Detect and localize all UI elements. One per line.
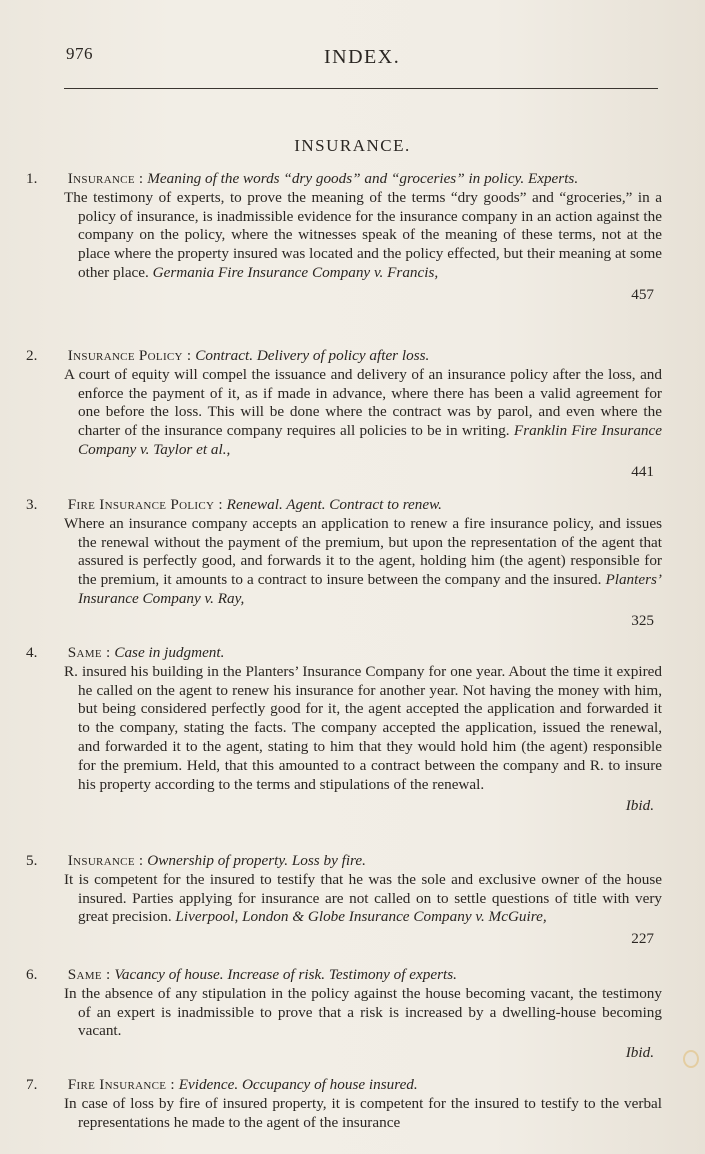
entry-number: 1. [26,170,38,187]
entry-text: In the absence of any stipulation in the policy against the house becoming vacant, the testimony of an expert is inadmissible to prove that a risk is increased by a dwelling-house becoming vacant. [64,984,662,1040]
entry-heading [26,966,662,985]
entry-heading [26,496,662,515]
entry-body [64,984,662,1041]
entry-body [64,365,663,460]
entry-term: Same : [67,644,111,661]
entry-term: Fire Insurance : [67,1076,175,1093]
entry-number: 4. [26,644,38,661]
entry-citation: Liverpool, London & Globe Insurance Company v. McGuire, [175,908,547,926]
page-reference: Ibid. [625,1044,654,1062]
entry-number: 5. [26,852,38,869]
entry-body [64,1094,662,1133]
entry-term: Insurance : [67,852,144,869]
entry-text: Where an insurance company accepts an application to renew a fire insurance policy, and issues the renewal without the payment of the premium, but upon the representation of the agent that assured is perfectly good, and forwards it to the agent, holding him (the agent) responsible for the premium, it amounts to a contract to insure between the company and the insured. [64,514,662,589]
entry-number: 6. [26,966,38,983]
entry-text: R. insured his building in the Planters’ Insurance Company for one year. About the time it expired he called on the agent to renew his insurance for another year. Not having the money with him, but being considered perfectly good for it, the agent accepted the application and forwarded it to the company, stating the facts. The company accepted the application, issued the renewal, and forwarded it to the agent, stating to him that they would hold him (the agent) responsible for the premium. Held, that this amounted to a contract between the company and R. to insure his property according to the terms and stipulations of the renewal. [64,662,662,793]
entry-heading [26,1076,662,1095]
entry-heading [26,852,662,871]
entry-citation: Franklin Fire Insurance Company v. Taylor et al., [78,422,663,458]
entry-reference-row [78,1041,662,1060]
entry-number: 2. [26,347,38,364]
index-entry-2 [26,347,663,480]
entry-topic: Ownership of property. Loss by fire. [147,852,366,869]
entry-reference-row [78,927,662,946]
entry-topic: Meaning of the words “dry goods” and “groceries” in policy. Experts. [147,170,579,187]
section-title: INSURANCE. [294,136,411,155]
entry-citation: Germania Fire Insurance Company v. Francis, [152,263,439,281]
entry-term: Insurance Policy : [67,347,192,364]
header-rule [64,88,658,89]
entry-topic: Evidence. Occupancy of house insured. [178,1076,418,1093]
index-entry-7 [26,1076,662,1132]
entry-heading [26,347,662,366]
entry-topic: Vacancy of house. Increase of risk. Testimony of experts. [114,966,457,983]
page-reference: 457 [631,285,654,303]
index-entry-5 [26,852,662,948]
entry-body [64,514,662,609]
index-entry-1 [26,170,662,303]
running-title: INDEX. [324,46,401,68]
page-header [66,44,666,74]
entry-topic: Contract. Delivery of policy after loss. [195,347,430,364]
entry-text: It is competent for the insured to testify that he was the sole and exclusive owner of the house insured. Parties applying for insurance are not called on to settle questions of title with very great precision. [64,870,662,926]
entry-topic: Renewal. Agent. Contract to renew. [226,496,442,513]
entry-reference-row [78,794,662,813]
page-reference: 325 [631,611,654,629]
entry-citation: Planters’ Insurance Company v. Ray, [78,571,662,607]
page-reference: 441 [631,462,654,480]
index-entry-3 [26,496,662,629]
entry-heading [26,644,662,663]
entry-text: The testimony of experts, to prove the meaning of the terms “dry goods” and “groceries,” in a policy of insurance, is inadmissible evidence for the insurance company in an action against the company on the policy, where the witnesses speak of the meaning of these terms, not at the place where the property insured was located and the policy effected, but their meaning at some other place. [64,188,662,281]
entry-reference-row [78,460,662,479]
entry-text: In case of loss by fire of insured property, it is competent for the insured to testify to the verbal representations he made to the agent of the insurance [64,1094,662,1131]
entry-reference-row [78,609,662,628]
entry-reference-row [78,283,662,302]
entry-number: 3. [26,496,38,513]
page-reference: 227 [631,930,654,948]
paper-stain [683,1050,699,1068]
entry-number: 7. [26,1076,38,1093]
entry-topic: Case in judgment. [114,644,225,661]
entry-term: Insurance : [67,170,144,187]
entry-term: Fire Insurance Policy : [67,496,223,513]
entry-text: A court of equity will compel the issuance and delivery of an insurance policy after the loss, and enforce the payment of it, as if made in advance, where there has been a valid agreement for one before the loss. This will be done where the contract was by parol, and even where the charter of the insurance company requires all policies to be in writing. [64,365,662,440]
index-entry-6 [26,966,662,1062]
entry-term: Same : [67,966,111,983]
page-number: 976 [66,44,93,63]
entry-body [64,662,662,795]
entry-body [64,870,662,927]
entry-heading [26,170,662,189]
index-entry-4 [26,644,662,815]
page-reference: Ibid. [625,797,654,815]
entry-body [64,188,662,283]
